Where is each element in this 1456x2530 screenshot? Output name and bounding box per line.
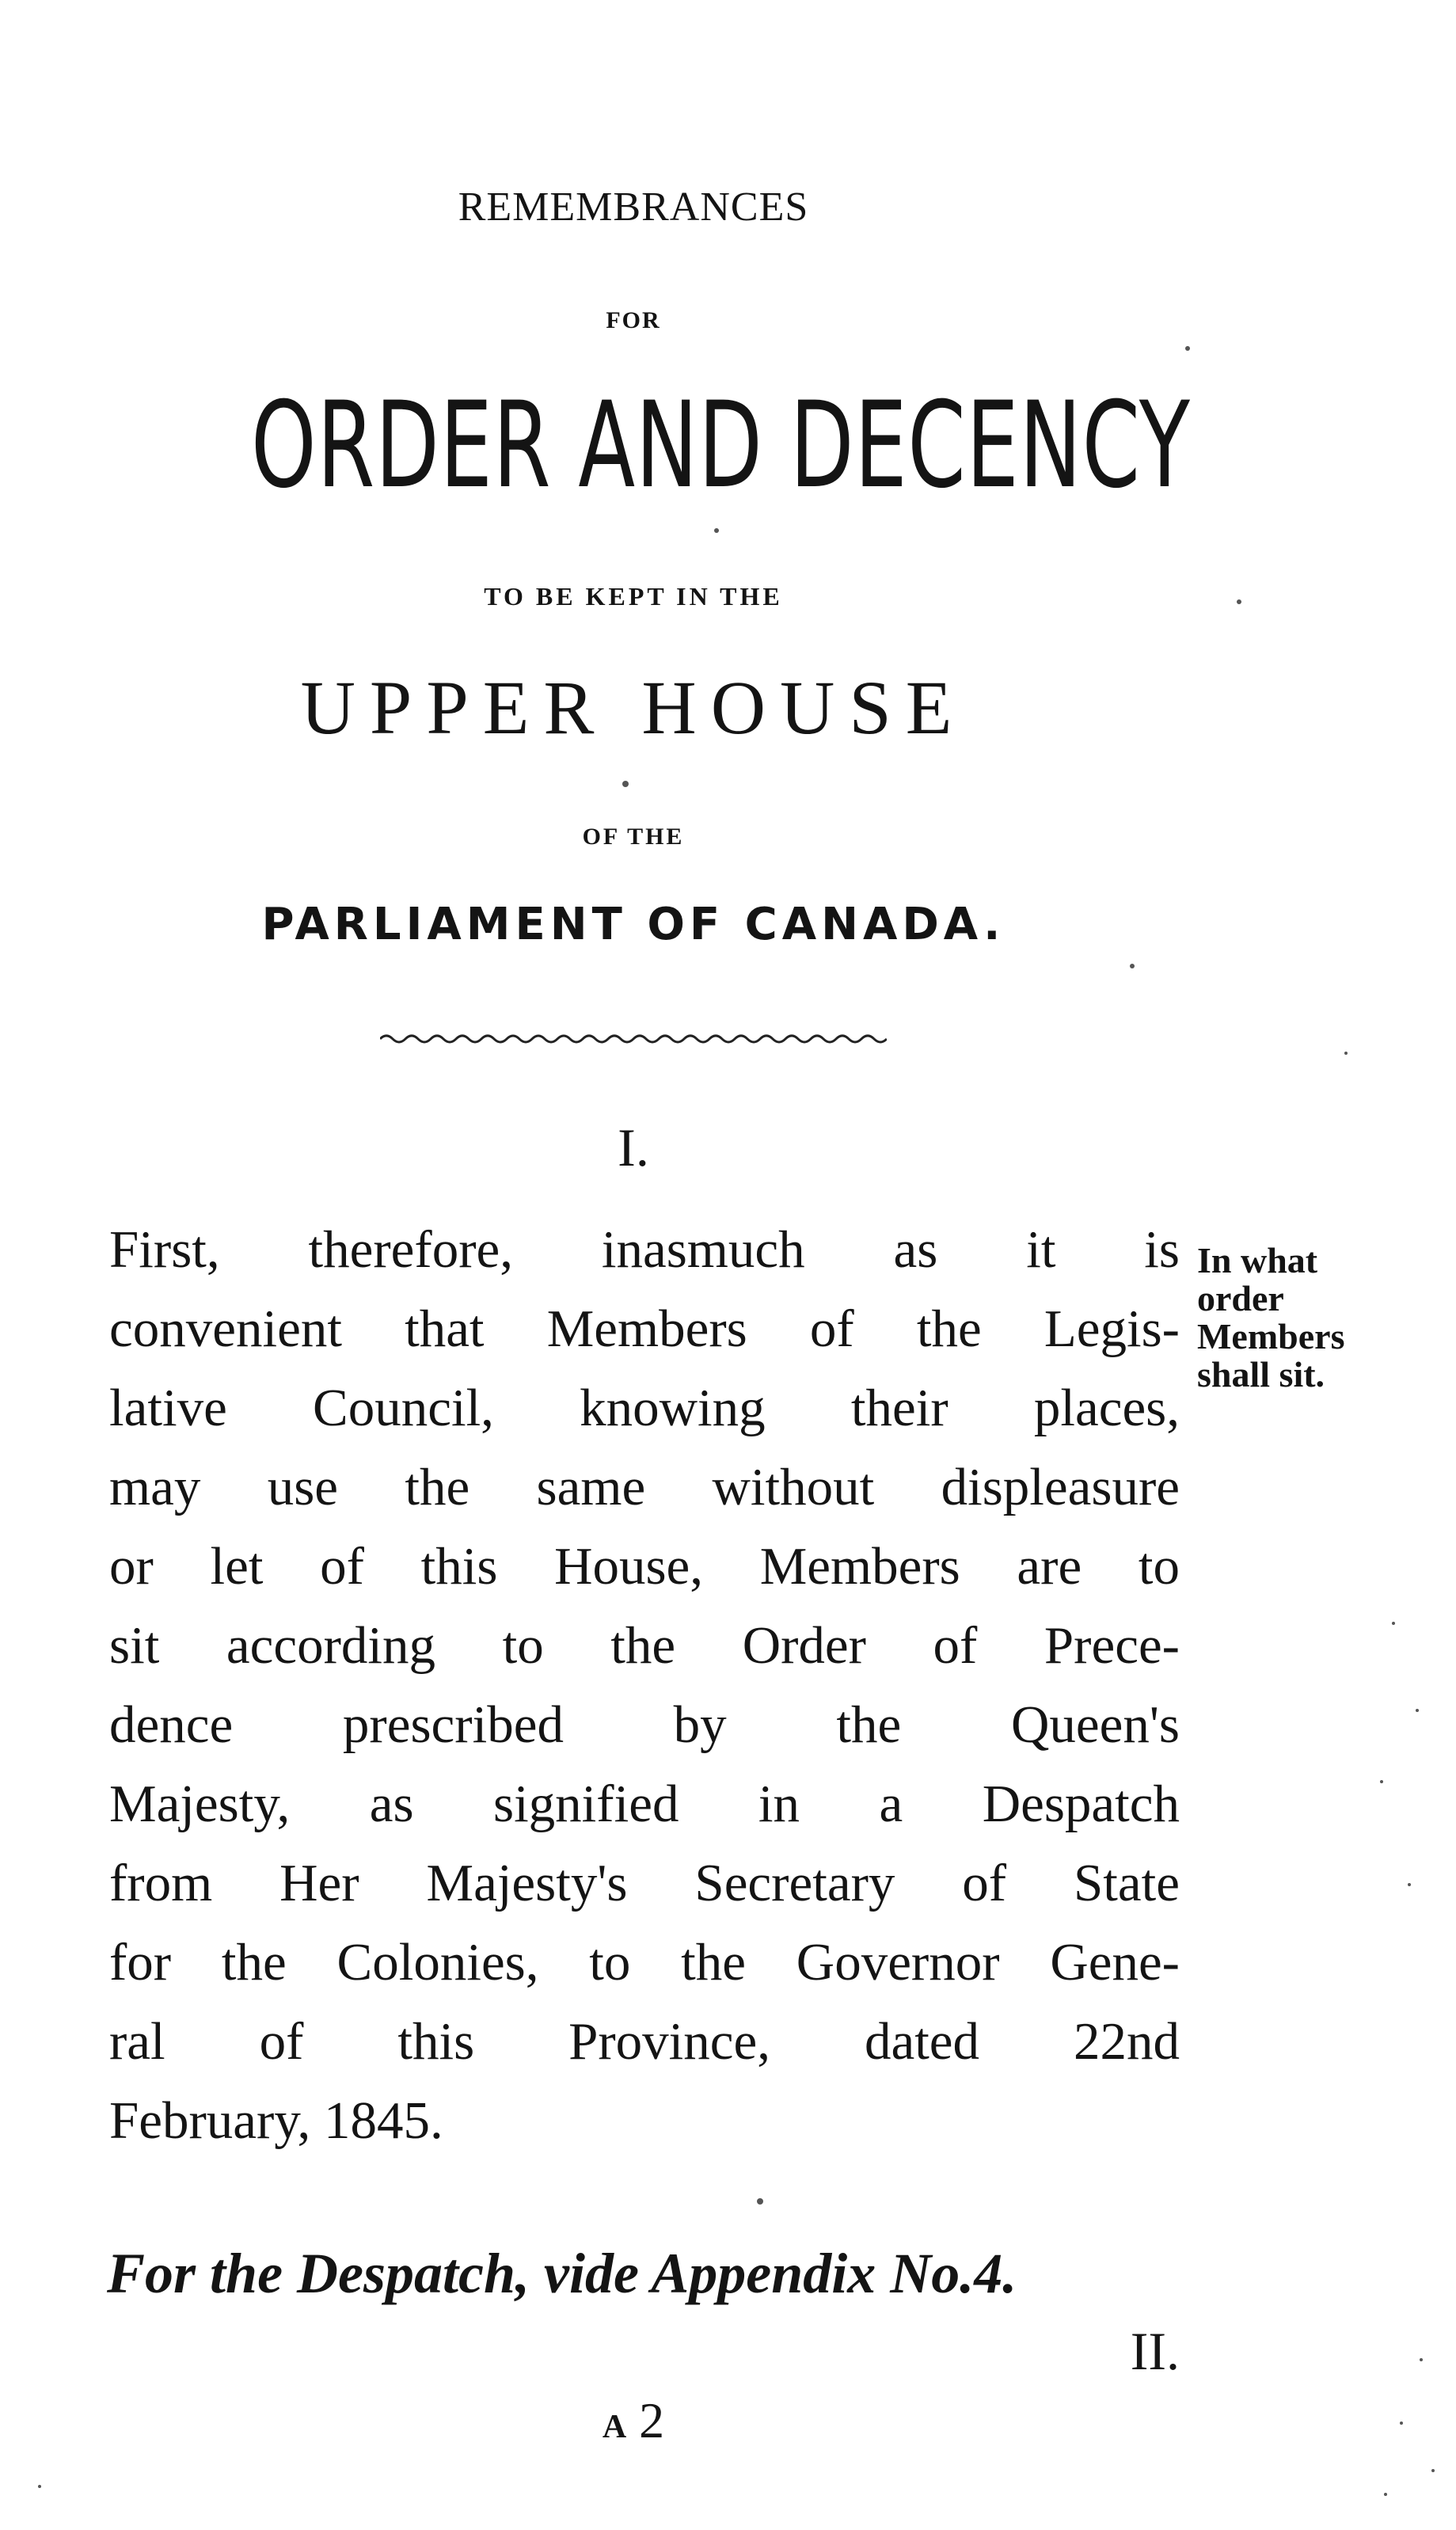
wavy-divider — [380, 1029, 887, 1048]
heading-parliament: PARLIAMENT OF CANADA. — [261, 899, 1006, 950]
body-line: or let of this House, Members are to — [109, 1537, 1180, 1596]
margin-note-line: In what — [1197, 1240, 1318, 1280]
body-line: may use the same without displeasure — [109, 1458, 1180, 1516]
body-line: February, 1845. — [109, 2091, 443, 2150]
body-line: lative Council, knowing their places, — [109, 1379, 1180, 1437]
signature-letter: A — [602, 2409, 627, 2445]
heading-kept: TO BE KEPT IN THE — [484, 582, 783, 611]
body-line: Majesty, as signified in a Despatch — [109, 1775, 1180, 1833]
margin-note-line: shall sit. — [1197, 1354, 1325, 1394]
body-line: convenient that Members of the Legis- — [109, 1299, 1180, 1358]
body-line: sit according to the Order of Prece- — [109, 1616, 1180, 1675]
margin-note-line: Members — [1197, 1316, 1345, 1356]
section-number: I. — [618, 1117, 649, 1177]
heading-for: FOR — [606, 307, 661, 333]
body-line: for the Colonies, to the Governor Gene- — [109, 1933, 1180, 1992]
appendix-reference: For the Despatch, vide Appendix No.4. — [107, 2242, 1017, 2305]
heading-upper-house: UPPER HOUSE — [300, 665, 967, 750]
body-line: First, therefore, inasmuch as it is — [109, 1220, 1180, 1279]
body-line: dence prescribed by the Queen's — [109, 1695, 1180, 1754]
heading-of-the: OF THE — [582, 824, 685, 850]
heading-remembrances: REMEMBRANCES — [458, 185, 809, 230]
margin-note-line: order — [1197, 1278, 1284, 1318]
body-line: ral of this Province, dated 22nd — [109, 2012, 1180, 2071]
body-line: from Her Majesty's Secretary of State — [109, 1854, 1180, 1912]
catchword: II. — [1130, 2321, 1180, 2381]
signature-mark — [554, 2391, 713, 2450]
signature-number: 2 — [639, 2392, 665, 2448]
margin-note — [1197, 1242, 1435, 1394]
main-title: ORDER AND DECENCY — [251, 377, 1191, 515]
